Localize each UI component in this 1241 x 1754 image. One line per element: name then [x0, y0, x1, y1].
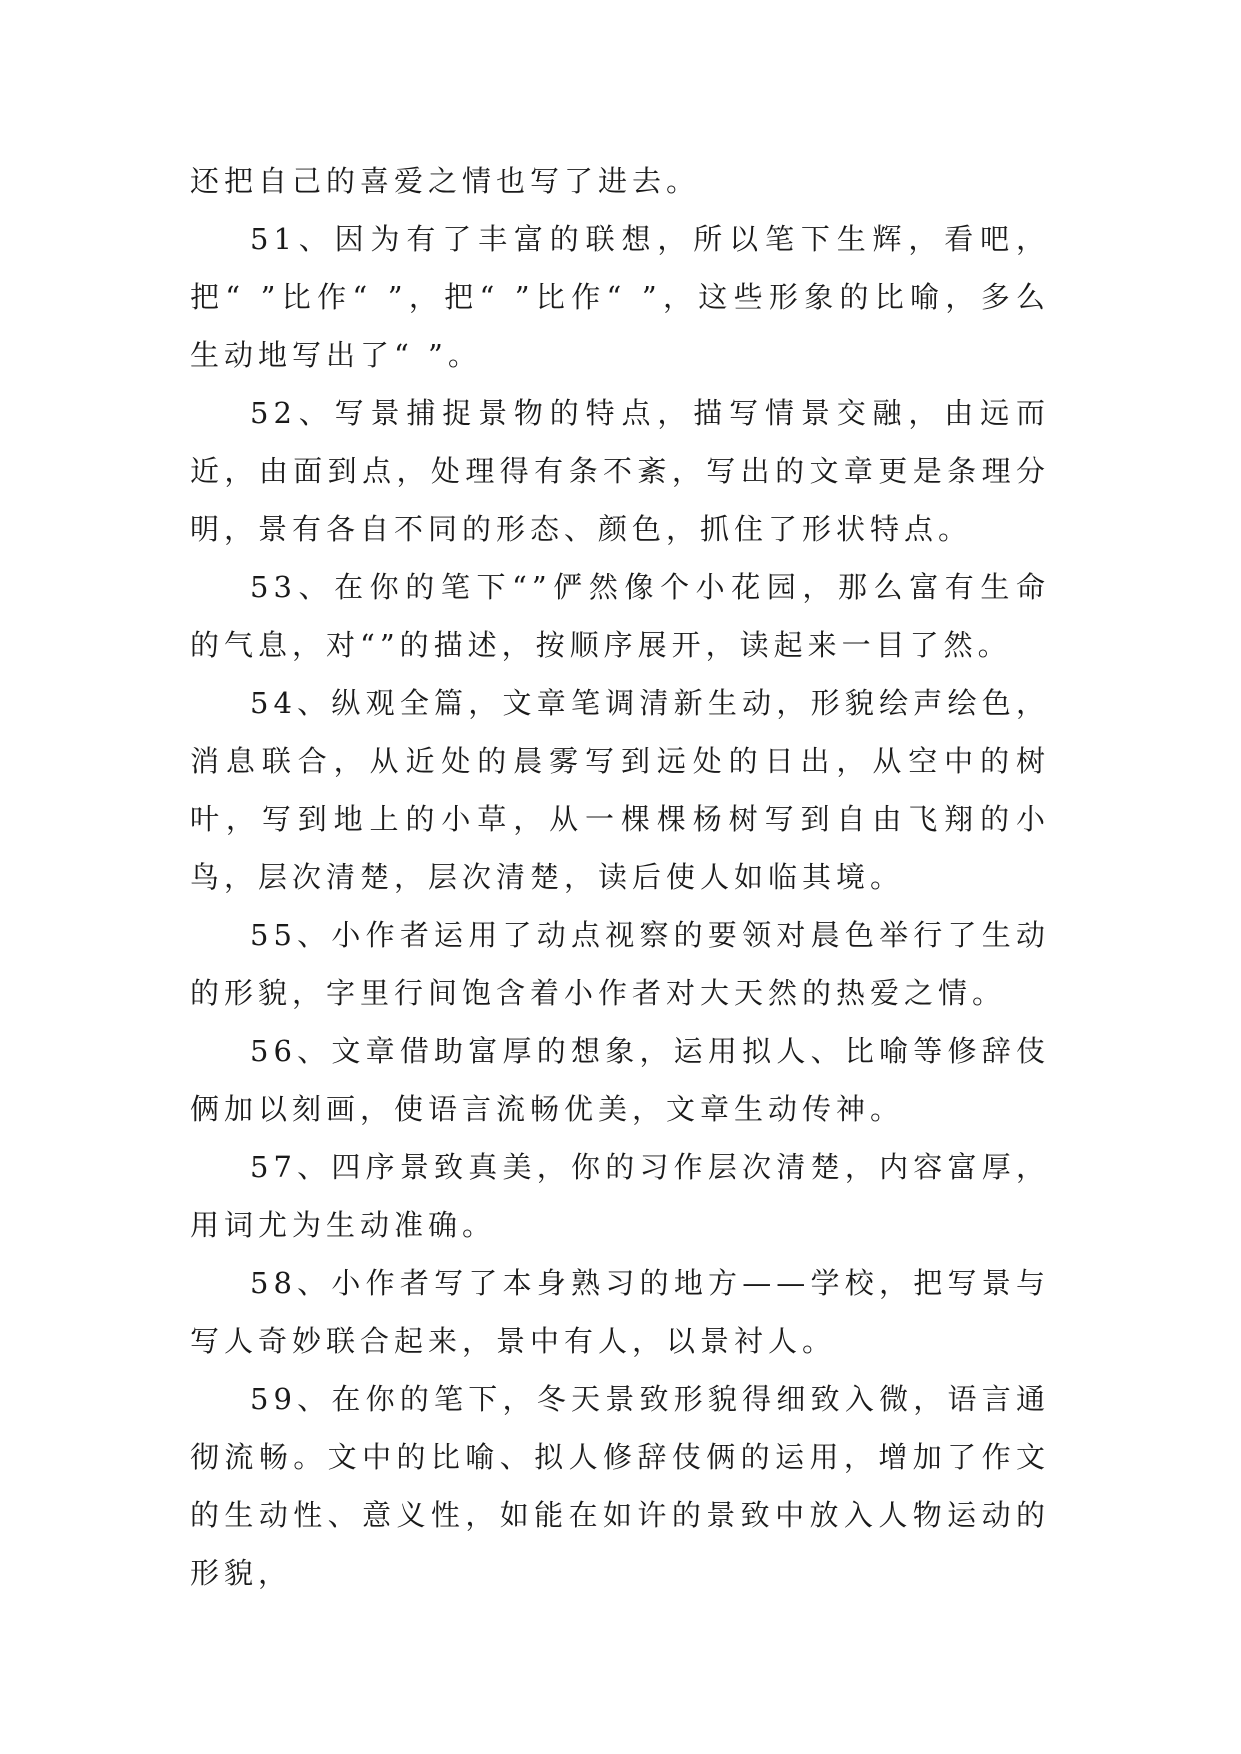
paragraph-item-54: 54、纵观全篇，文章笔调清新生动，形貌绘声绘色，消息联合，从近处的晨雾写到远处的日出，从空中的树叶，写到地上的小草，从一棵棵杨树写到自由飞翔的小鸟，层次清楚，层次清楚，读后使人如临其境。 [190, 686, 1050, 894]
document-page [190, 152, 1050, 1602]
paragraph-continuation: 还把自己的喜爱之情也写了进去。 [190, 164, 701, 198]
paragraph-item-51: 51、因为有了丰富的联想，所以笔下生辉，看吧，把“ ”比作“ ”，把“ ”比作“ ”，这些形象的比喻，多么生动地写出了“ ”。 [190, 222, 1050, 372]
paragraph-item-52: 52、写景捕捉景物的特点，描写情景交融，由远而近，由面到点，处理得有条不紊，写出的文章更是条理分明，景有各自不同的形态、颜色，抓住了形状特点。 [190, 396, 1050, 546]
paragraph-item-57: 57、四序景致真美，你的习作层次清楚，内容富厚，用词尤为生动准确。 [190, 1150, 1050, 1242]
paragraph-item-56: 56、文章借助富厚的想象，运用拟人、比喻等修辞伎俩加以刻画，使语言流畅优美，文章生动传神。 [190, 1034, 1050, 1126]
paragraph-item-55: 55、小作者运用了动点视察的要领对晨色举行了生动的形貌，字里行间饱含着小作者对大天然的热爱之情。 [190, 918, 1050, 1010]
paragraph-item-53: 53、在你的笔下“”俨然像个小花园，那么富有生命的气息，对“”的描述，按顺序展开，读起来一目了然。 [190, 570, 1050, 662]
paragraph-item-59: 59、在你的笔下，冬天景致形貌得细致入微，语言通彻流畅。文中的比喻、拟人修辞伎俩的运用，增加了作文的生动性、意义性，如能在如许的景致中放入人物运动的形貌， [190, 1382, 1050, 1590]
paragraph-item-58: 58、小作者写了本身熟习的地方——学校，把写景与写人奇妙联合起来，景中有人，以景衬人。 [190, 1266, 1050, 1358]
